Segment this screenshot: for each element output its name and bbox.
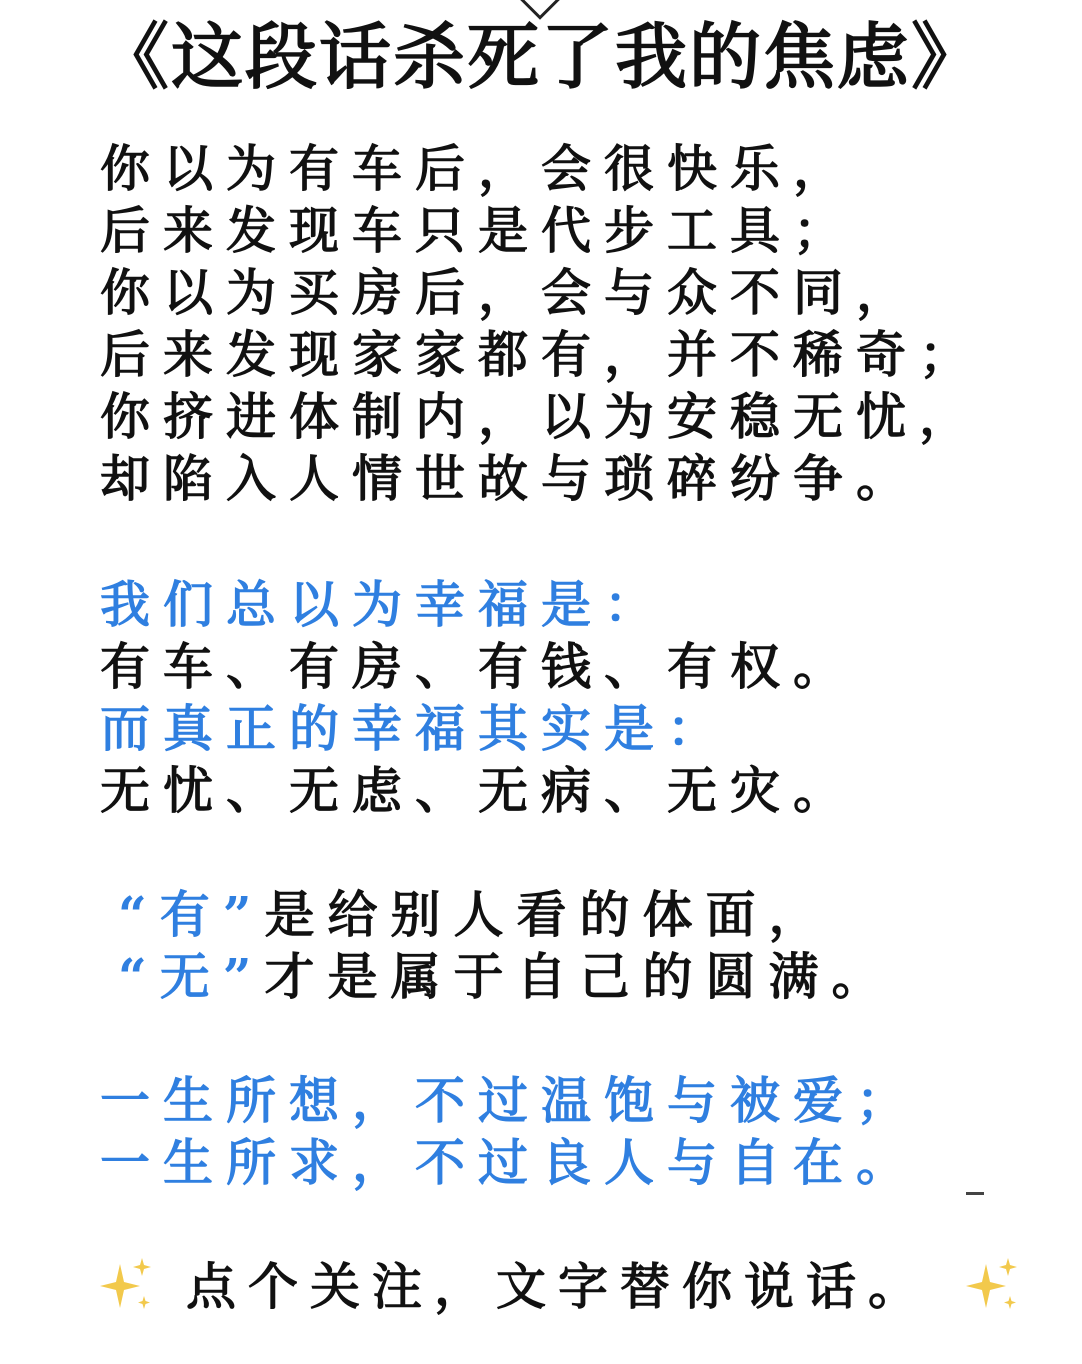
quote-line [118,884,832,946]
divider-mark [966,1192,984,1195]
sparkles-icon [100,1256,156,1316]
footer [100,1256,1040,1320]
quoted-word: “有” [118,885,265,944]
paragraph-line: 你以为买房后，会与众不同， [100,263,919,322]
quote-rest: 才是属于自己的圆满。 [264,947,895,1006]
paragraph-line: 你以为有车后，会很快乐， [100,139,856,198]
highlight-line: 一生所求，不过良人与自在。 [100,1133,919,1192]
quoted-word: “无” [118,947,265,1006]
follow-call-to-action: 点个关注，文字替你说话。 [186,1257,930,1316]
paragraph-line: 却陷入人情世故与琐碎纷争。 [100,449,919,508]
page-title: 《这段话杀死了我的焦虑》 [96,14,985,99]
paragraph-line: 无忧、无虑、无病、无灾。 [100,761,856,820]
highlight-line: 而真正的幸福其实是： [100,699,730,758]
highlight-line: 我们总以为幸福是： [100,575,667,634]
quote-line [118,946,895,1008]
paragraph-line: 后来发现车只是代步工具； [100,201,856,260]
paragraph-line: 后来发现家家都有，并不稀奇； [100,325,982,384]
quote-rest: 是给别人看的体面， [264,885,832,944]
highlight-line: 一生所想，不过温饱与被爱； [100,1071,919,1130]
paragraph-line: 有车、有房、有钱、有权。 [100,637,856,696]
sparkles-icon [966,1256,1022,1316]
paragraph-line: 你挤进体制内，以为安稳无忧， [100,387,982,446]
